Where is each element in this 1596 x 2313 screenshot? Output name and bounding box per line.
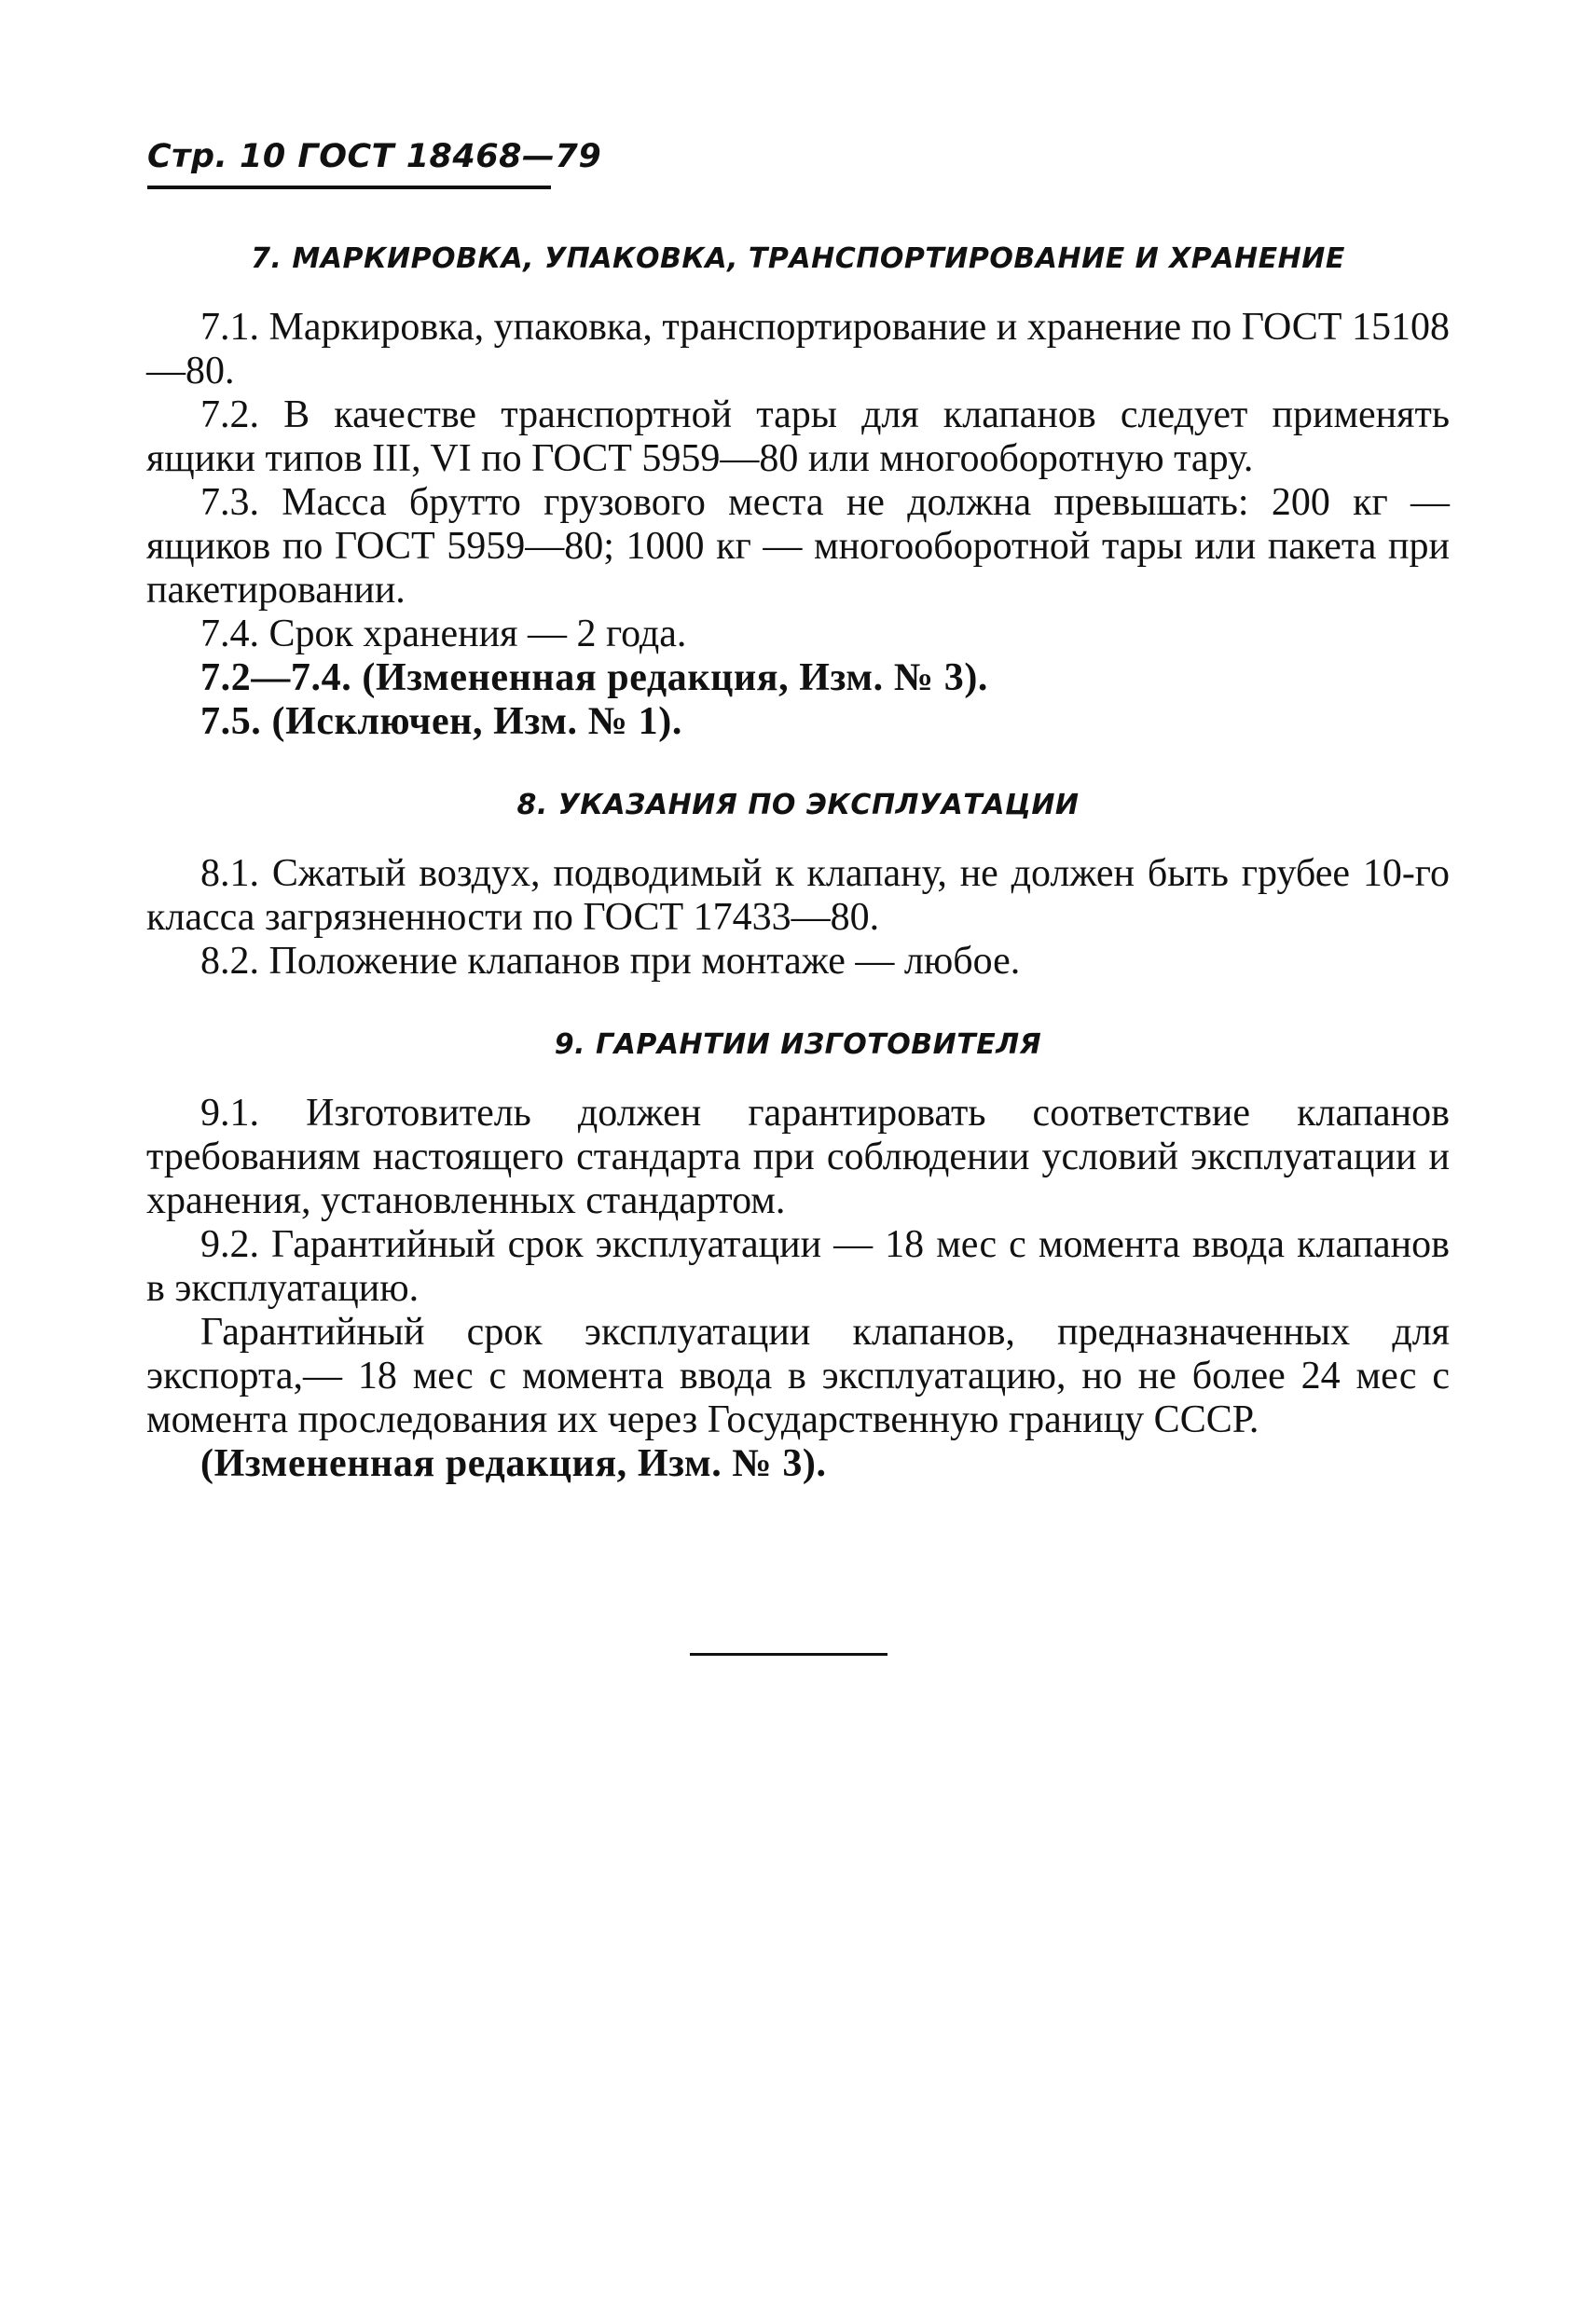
- section-7: [146, 241, 1450, 744]
- amendment-note: 7.5. (Исключен, Изм. № 1).: [200, 700, 682, 743]
- paragraph-7-1: 7.1. Маркировка, упаковка, транспортирование и хранение по ГОСТ 15108—80.: [146, 306, 1450, 392]
- paragraph-8-1: 8.1. Сжатый воздух, подводимый к клапану, не должен быть грубее 10-го класса загрязненности по ГОСТ 17433—80.: [146, 852, 1450, 939]
- paragraph-9-2: 9.2. Гарантийный срок эксплуатации — 18 мес с момента ввода клапанов в эксплуатацию.: [146, 1223, 1450, 1310]
- amendment-note: (Измененная редакция, Изм. № 3).: [200, 1442, 827, 1485]
- end-rule: [690, 1653, 887, 1656]
- section-heading: 9. ГАРАНТИИ ИЗГОТОВИТЕЛЯ: [554, 1028, 1042, 1061]
- paragraph-7-2: 7.2. В качестве транспортной тары для клапанов следует применять ящики типов III, VI по ГОСТ 5959—80 или многооборотную тару.: [146, 393, 1450, 480]
- page-header: Стр. 10 ГОСТ 18468—79: [147, 138, 602, 175]
- paragraph-7-4: 7.4. Срок хранения — 2 года.: [200, 613, 687, 655]
- section-8: [146, 787, 1450, 984]
- document-body: [146, 241, 1450, 1486]
- paragraph-7-3: 7.3. Масса брутто грузового места не должна превышать: 200 кг — ящиков по ГОСТ 5959—80; 1000 кг — многооборотной тары или пакета при пакетировании.: [146, 481, 1450, 612]
- section-gap: [146, 744, 1450, 787]
- section-9: [146, 1026, 1450, 1486]
- section-heading: 8. УКАЗАНИЯ ПО ЭКСПЛУАТАЦИИ: [516, 789, 1080, 821]
- amendment-note: 7.2—7.4. (Измененная редакция, Изм. № 3).: [200, 656, 989, 699]
- section-gap: [146, 984, 1450, 1026]
- paragraph-8-2: 8.2. Положение клапанов при монтаже — любое.: [200, 940, 1021, 983]
- paragraph-9-1: 9.1. Изготовитель должен гарантировать соответствие клапанов требованиям настоящего стандарта при соблюдении условий эксплуатации и хранения, установленных стандартом.: [146, 1092, 1450, 1222]
- paragraph-export-warranty: Гарантийный срок эксплуатации клапанов, предназначенных для экспорта,— 18 мес с момента ввода в эксплуатацию, но не более 24 мес с момента проследования их через Государственную границу СССР.: [146, 1311, 1450, 1441]
- header-rule: [147, 186, 551, 189]
- section-heading: 7. МАРКИРОВКА, УПАКОВКА, ТРАНСПОРТИРОВАНИЕ И ХРАНЕНИЕ: [251, 242, 1345, 275]
